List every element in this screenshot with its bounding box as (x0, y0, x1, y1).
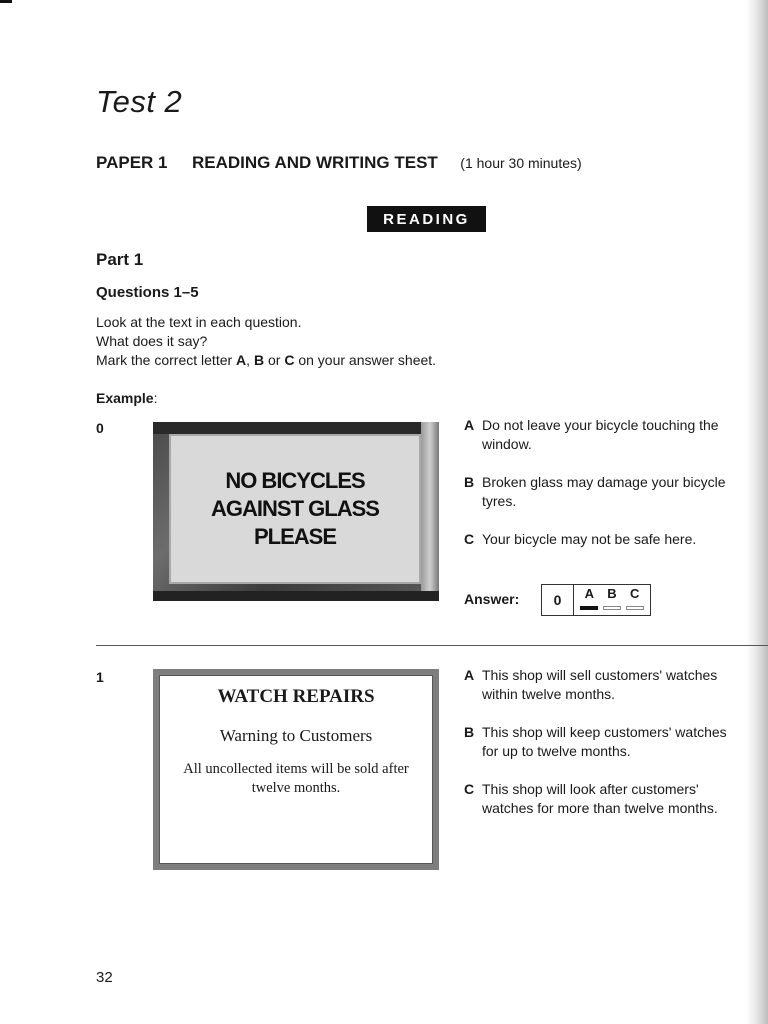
option-text: Broken glass may damage your bicycle tyres. (482, 474, 726, 509)
instruction-line-1: Look at the text in each question. (96, 314, 302, 330)
answer-number: 0 (542, 585, 574, 615)
instruction-letter-b: B (253, 352, 265, 368)
example-label-colon: : (153, 390, 158, 406)
option-c (464, 530, 746, 549)
instruction-letter-c: C (284, 352, 295, 368)
watch-repairs-notice (153, 669, 439, 870)
part-title: Part 1 (96, 250, 144, 269)
example-options (464, 416, 746, 568)
paper-title: READING AND WRITING TEST (191, 153, 438, 172)
instructions (96, 313, 436, 370)
example-sign-photo (153, 422, 439, 601)
choice-mark (626, 606, 644, 610)
option-letter: C (464, 531, 475, 547)
option-text: This shop will look after customers' watches for more than twelve months. (482, 781, 718, 816)
photo-window-frame (421, 422, 439, 601)
sign-line: AGAINST GLASS (211, 496, 379, 521)
sign-line: NO BICYCLES (225, 468, 365, 493)
answer-choice-c (625, 587, 645, 615)
option-letter: C (464, 781, 475, 797)
example-label-text: Example (96, 390, 154, 406)
paper-label: PAPER 1 (96, 153, 168, 172)
notice-inner (159, 675, 433, 864)
photo-window-frame (153, 422, 439, 434)
choice-letter: A (584, 586, 595, 601)
sign-panel (169, 434, 421, 584)
instruction-separator: , (246, 352, 254, 368)
option-text: Do not leave your bicycle touching the window. (482, 417, 719, 452)
option-a (464, 416, 746, 454)
questions-title: Questions 1–5 (96, 284, 199, 301)
answer-choice-a (579, 587, 599, 615)
option-letter: B (464, 724, 475, 740)
answer-label: Answer: (464, 591, 520, 607)
instruction-line-2: What does it say? (96, 333, 208, 349)
choice-mark (580, 606, 598, 610)
instruction-text: Mark the correct letter (96, 352, 237, 368)
option-text: Your bicycle may not be safe here. (482, 531, 697, 547)
section-divider (96, 645, 768, 646)
corner-mark (0, 0, 12, 3)
option-letter: A (464, 417, 475, 433)
paper-duration: (1 hour 30 minutes) (460, 155, 582, 171)
answer-choice-b (602, 587, 622, 615)
question1-options (464, 666, 746, 837)
option-b (464, 723, 746, 761)
instruction-letter-a: A (236, 352, 247, 368)
photo-window-frame (153, 591, 439, 601)
example-label (96, 390, 157, 406)
sign-line: PLEASE (253, 524, 337, 549)
option-a (464, 666, 746, 704)
question-number: 1 (96, 669, 104, 685)
choice-letter: C (629, 586, 640, 601)
paper-header (96, 153, 582, 173)
notice-subtitle: Warning to Customers (219, 726, 373, 745)
section-banner: READING (367, 206, 486, 232)
instruction-separator: or (264, 352, 285, 368)
example-number: 0 (96, 420, 104, 436)
answer-choices (574, 585, 650, 615)
instruction-text: on your answer sheet. (294, 352, 437, 368)
notice-title: WATCH REPAIRS (217, 686, 375, 707)
choice-letter: B (607, 586, 617, 601)
choice-mark (603, 606, 621, 610)
option-c (464, 780, 746, 818)
answer-box (541, 584, 651, 616)
option-text: This shop will sell customers' watches within twelve months. (482, 667, 718, 702)
option-letter: B (464, 474, 475, 490)
page-edge-shadow (746, 0, 768, 1024)
page-number: 32 (96, 969, 113, 986)
option-text: This shop will keep customers' watches for up to twelve months. (482, 724, 727, 759)
instruction-line-3 (96, 351, 436, 370)
test-title: Test 2 (96, 84, 183, 119)
notice-body: All uncollected items will be sold after twelve months. (183, 761, 409, 796)
option-b (464, 473, 746, 511)
option-letter: A (464, 667, 475, 683)
